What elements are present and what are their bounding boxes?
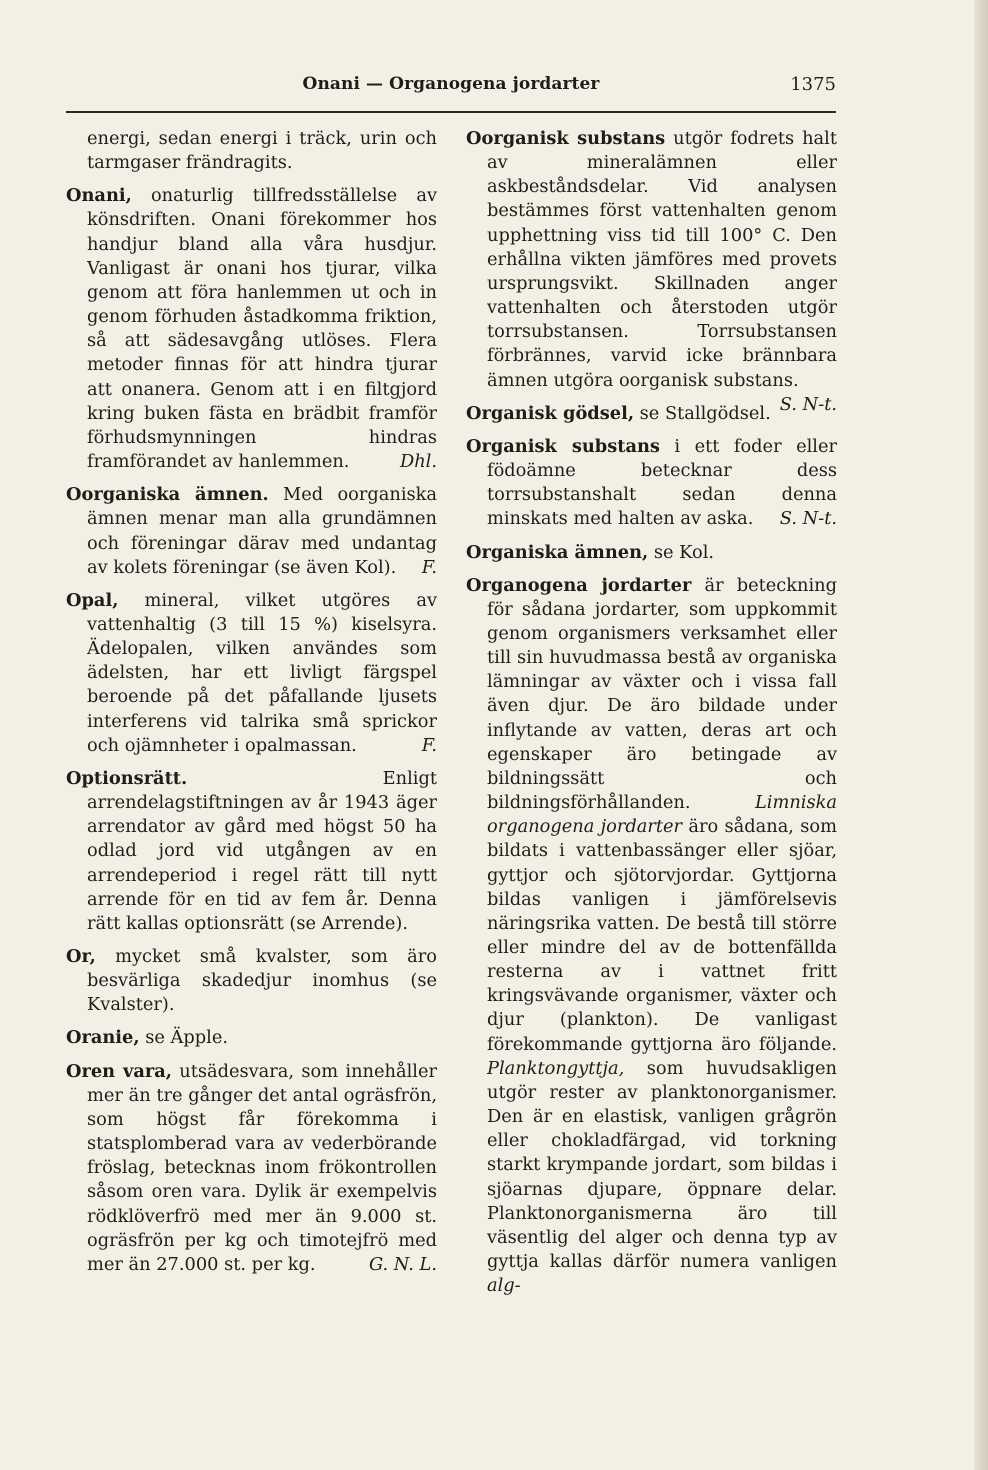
right-column bbox=[466, 127, 837, 1307]
entry-oren-vara: Oren vara, utsädesvara, som innehåller mer än tre gånger det antal ogräsfrön, som högst får förekomma i statsplomberad vara av vederbörande fröslag, betecknas inom frökontrollen såsom oren vara. Dylik är exempelvis rödklöverfrö med mer än 9.000 st. ogräsfrön per kg och timotejfrö med mer än 27.000 st. per kg. G. N. L. bbox=[66, 1060, 437, 1277]
headword: Oorganiska ämnen. bbox=[66, 484, 269, 506]
author-signature: G. N. L. bbox=[368, 1253, 437, 1275]
headword: Organiska ämnen, bbox=[466, 541, 649, 563]
left-column bbox=[66, 127, 437, 1286]
author-signature: F. bbox=[421, 734, 437, 756]
entry-organogena-jordarter: Organogena jordarter är beteckning för sådana jordarter, som uppkommit genom organismers verksamhet eller till sin huvudmassa bestå av organiska lämningar av växter och i vissa fall även djur. De äro bildade under inflytande av vatten, deras art och egenskaper äro betingade av bildningssätt och bildningsförhållanden. Limniska organogena jordarter äro sådana, som bildats i vattenbassänger eller sjöar, gyttjor och sjötorvjordar. Gyttjorna bildas vanligen i jämförelsevis näringsrika vatten. De bestå till större eller mindre del av de bottenfällda resterna av i vattnet fritt kringsvävande organismer, växter och djur (plankton). De vanligast förekommande gyttjorna äro följande. Planktongyttja, som huvudsakligen utgör rester av planktonorganismer. Den är en elastisk, vanligen grågrön eller chokladfärgad, vid torkning starkt krympande jordart, som bildas i sjöarnas djupare, öppnare delar. Planktonorganismerna äro till väsentlig del alger och denna typ av gyttja kallas därför numera vanligen alg- bbox=[466, 574, 837, 1297]
entry-onani: Onani, onaturlig tillfredsställelse av könsdriften. Onani förekommer hos handjur bland alla våra husdjur. Vanligast är onani hos tjurar, vilka genom att föra hanlemmen ut och in genom förhuden åstadkomma friktion, så att sädesavgång utlöses. Flera metoder finnas för att hindra tjurar att onanera. Genom att i en filtgjord kring buken fästa en brädbit framför förhudsmynningen hindras framförandet av hanlemmen. Dhl. bbox=[66, 184, 437, 474]
italic-term: Planktongyttja, bbox=[487, 1057, 625, 1079]
headword: Organogena jordarter bbox=[466, 574, 692, 596]
headword: Organisk gödsel, bbox=[466, 402, 635, 424]
entry-oorganiska-amnen: Oorganiska ämnen. Med oorganiska ämnen menar man alla grundämnen och föreningar därav med undantag av kolets föreningar (se även Kol). F. bbox=[66, 483, 437, 580]
page-header bbox=[66, 74, 836, 102]
headword: Onani, bbox=[66, 185, 132, 207]
headword: Opal, bbox=[66, 589, 119, 611]
italic-term: alg- bbox=[487, 1275, 521, 1297]
entry-continuation: energi, sedan energi i träck, urin och tarmgaser frändragits. bbox=[87, 128, 437, 174]
headword: Organisk substans bbox=[466, 435, 660, 457]
author-signature: Dhl. bbox=[399, 451, 437, 473]
headword: Or, bbox=[66, 946, 96, 967]
entry-organisk-godsel: Organisk gödsel, se Stallgödsel. bbox=[466, 402, 771, 424]
entry-opal: Opal, mineral, vilket utgöres av vattenhaltig (3 till 15 %) kiselsyra. Ädelopalen, vilken användes som ädelsten, har ett livligt färgspel beroende på det påfallande ljusets interferens vid talrika små sprickor och ojämnheter i opalmassan. F. bbox=[66, 589, 437, 758]
author-signature: S. N-t. bbox=[779, 393, 837, 415]
headword: Optionsrätt. bbox=[66, 767, 188, 789]
entry-oranie: Oranie, se Äpple. bbox=[66, 1027, 228, 1049]
author-signature: S. N-t. bbox=[779, 508, 837, 530]
headword: Oren vara, bbox=[66, 1060, 172, 1082]
page-edge bbox=[974, 0, 988, 1470]
entry-organisk-substans: Organisk substans i ett foder eller födoämne betecknar dess torrsubstanshalt sedan denna minskats med halten av aska. S. N-t. bbox=[466, 435, 837, 532]
page-number: 1375 bbox=[790, 74, 836, 95]
entry-oorganisk-substans: Oorganisk substans utgör fodrets halt av mineralämnen eller askbeståndsdelar. Vid analysen bestämmes först vattenhalten genom upphettning viss tid till 100° C. Den erhållna vikten jämföres med provets ursprungsvikt. Skillnaden anger vattenhalten och återstoden utgör torrsubstansen. Torrsubstansen förbrännes, varvid icke brännbara ämnen utgöra oorganisk substans. S. N-t. bbox=[466, 127, 837, 393]
header-rule bbox=[66, 111, 836, 113]
headword: Oorganisk substans bbox=[466, 128, 666, 149]
entry-organiska-amnen: Organiska ämnen, se Kol. bbox=[466, 541, 715, 563]
headword: Oranie, bbox=[66, 1027, 140, 1049]
italic-term: Limniska organogena jordarter bbox=[487, 792, 837, 838]
entry-optionsratt: Optionsrätt. Enligt arrendelagstiftningen av år 1943 äger arrendator av gård med högst 50 ha odlad jord vid utgången av en arrendeperiod i regel rätt till nytt arrende för en tid av fem år. Denna rätt kallas optionsrätt (se Arrende). bbox=[66, 767, 437, 934]
entry-or: Or, mycket små kvalster, som äro besvärliga skadedjur inomhus (se Kvalster). bbox=[66, 946, 437, 1016]
author-signature: F. bbox=[421, 556, 437, 578]
running-title: Onani — Organogena jordarter bbox=[302, 74, 600, 94]
